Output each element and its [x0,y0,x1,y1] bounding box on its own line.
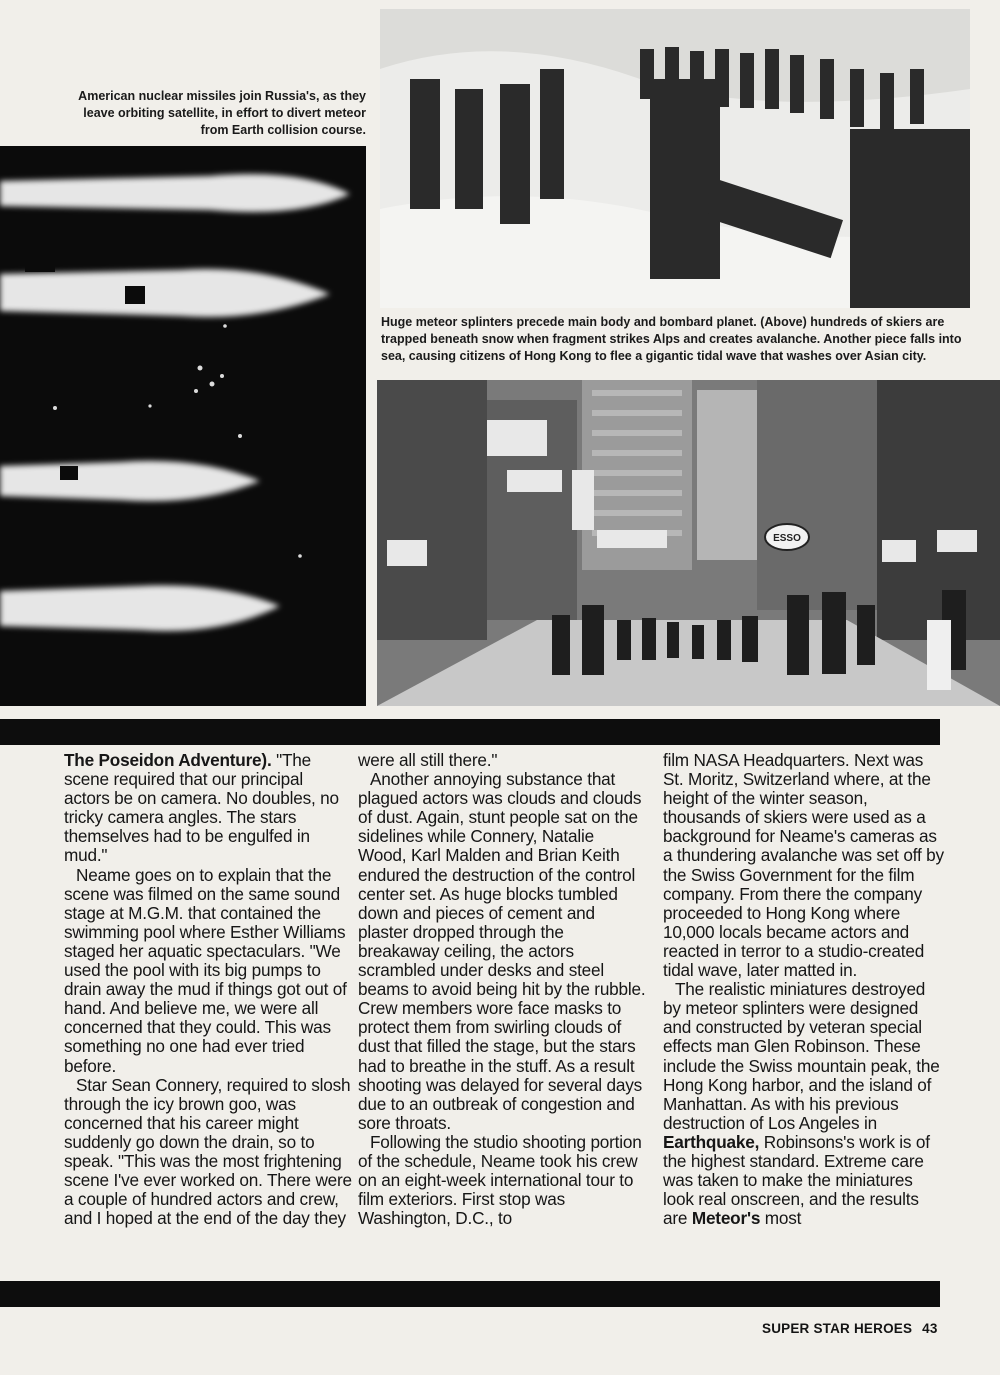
paragraph: Star Sean Connery, required to slosh through the icy brown goo, was concerned that his career might suddenly go down the drain, so to speak. "This was the most frightening scene I've ever worked on. There were a couple of hundred actors and crew, and I hoped at the end of the day they [64,1074,352,1229]
page-footer [762,1321,938,1336]
caption-missiles: American nuclear missiles join Russia's, as they leave orbiting satellite, in effort to divert meteor from Earth collision course. [78,89,366,137]
film-title: The Poseidon Adventure). [64,750,272,770]
article-column-2 [358,751,646,1228]
paragraph: film NASA Headquarters. Next was St. Moritz, Switzerland where, at the height of the winter season, thousands of skiers were used as a background for Neame's cameras as a thundering avalanche was set off by the Swiss Government for the film company. From there the company proceeded to Hong Kong where 10,000 locals became actors and reacted in terror to a studio-created tidal wave, later matted in. [663,750,944,981]
paragraph [663,980,945,1228]
paragraph-text: most [760,1208,802,1229]
svg-text:ESSO: ESSO [773,533,801,544]
caption-splinters: Huge meteor splinters precede main body and bombard planet. (Above) hundreds of skiers are trapped beneath snow when fragment strikes Alps and creates avalanche. Another piece falls into sea, causing citizens of Hong Kong to flee a gigantic tidal wave that washes over Asian city. [381,315,962,363]
article-column-3 [663,751,945,1228]
magazine-name: SUPER STAR HEROES [762,1321,913,1336]
paragraph: Another annoying substance that plagued actors was clouds and clouds of dust. Again, stunt people sat on the sidelines while Connery, Natalie Wood, Karl Malden and Brian Keith endured the destruction of the control center set. As huge blocks tumbled down and pieces of cement and plaster dropped through the breakaway ceiling, the actors scrambled under desks and steel beams to avoid being hit by the rubble. Crew members wore face masks to protect them from swirling clouds of dust that filled the stage, but the stars had to breathe in the stuff. As a result shooting was delayed for several days due to an outbreak of congestion and sore throats. [358,769,646,1133]
photo-missiles-space [0,146,366,706]
paragraph [64,751,352,866]
page-number: 43 [922,1321,938,1336]
esso-sign [765,524,809,550]
black-rule-bottom [0,1281,940,1307]
article-column-1 [64,751,352,1228]
film-title: Meteor's [691,1208,761,1229]
paragraph-text: Robinsons's work is of the highest standard. Extreme care was taken to make the miniatures look real onscreen, and the results are [663,1131,930,1229]
paragraph: Neame goes on to explain that the scene was filmed on the same sound stage at M.G.M. that contained the swimming pool where Esther Williams staged her aquatic spectaculars. "We used the pool with its big pumps to drain away the mud if things got out of hand. And believe me, we were all concerned that they could. This was something no one had ever tried before. [64,864,347,1076]
film-title: Earthquake, [663,1131,760,1152]
paragraph: were all still there." [358,750,498,770]
photo-skiers-avalanche [380,9,970,308]
paragraph: Following the studio shooting portion of the schedule, Neame took his crew on an eight-week international tour to film exteriors. First stop was Washington, D.C., to [358,1131,642,1229]
black-rule-top [0,719,940,745]
paragraph-text: The realistic miniatures destroyed by meteor splinters were designed and constructed by veteran special effects man Glen Robinson. These include the Swiss mountain peak, the Hong Kong harbor, and the island of Manhattan. As with his previous destruction of Los Angeles in [663,979,940,1133]
paragraph-text: "The scene required that our principal actors be on camera. No doubles, no tricky camera angles. The stars themselves had to be engulfed in mud." [64,750,339,866]
photo-hong-kong-street [377,380,1000,706]
